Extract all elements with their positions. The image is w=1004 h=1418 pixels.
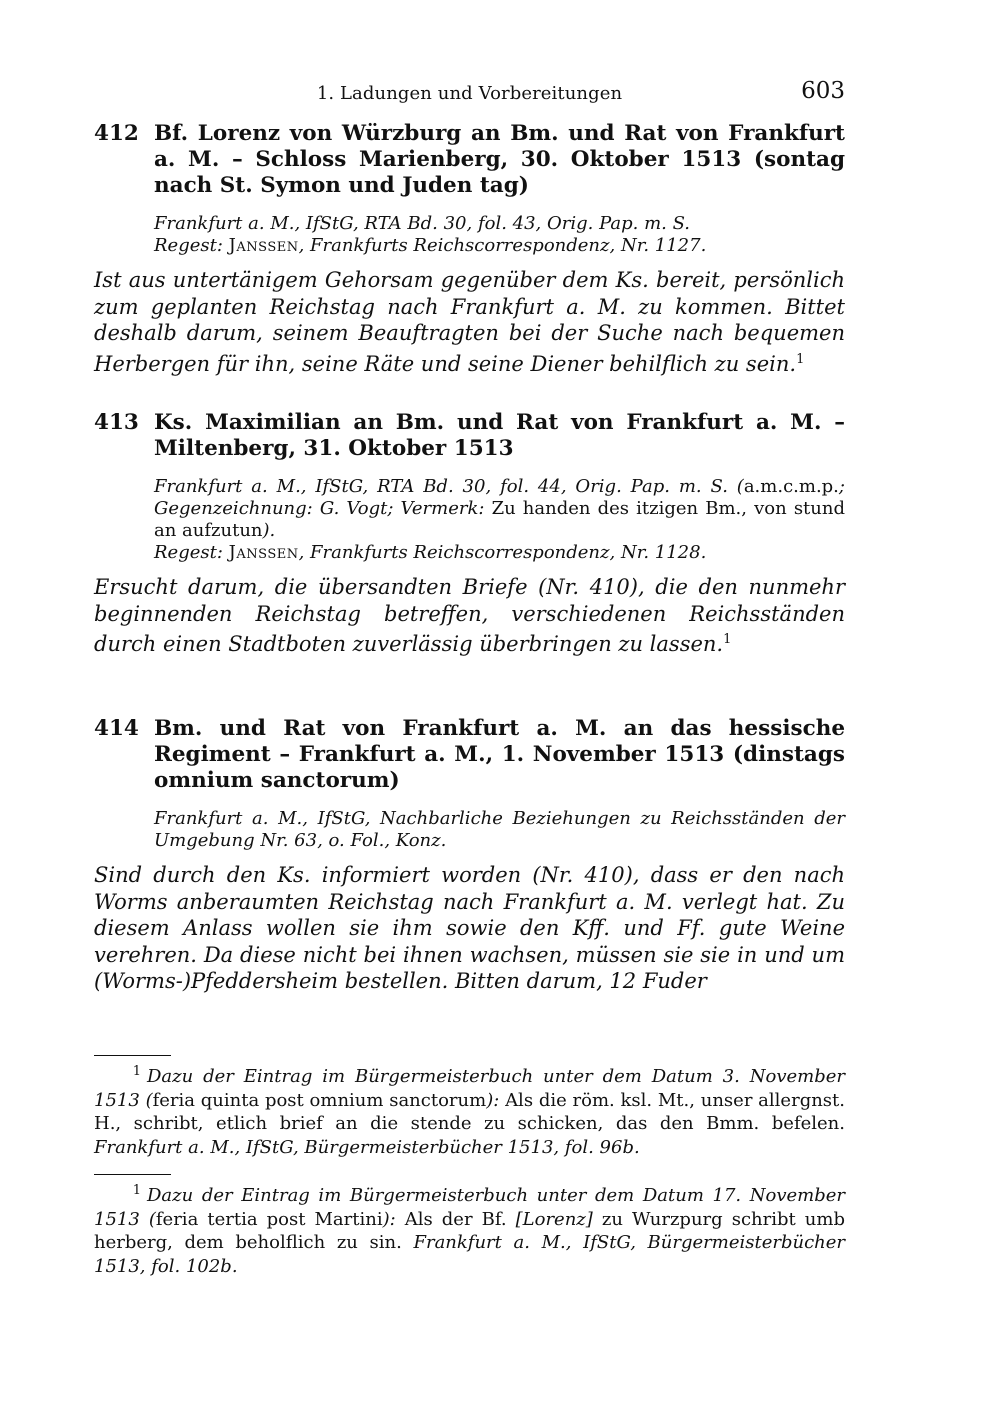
regest-author: Janssen: [228, 542, 299, 563]
footnote-mark: 1: [723, 632, 732, 647]
footnote-quote: Als der Bf.: [404, 1208, 516, 1230]
entry-heading: [94, 121, 845, 199]
archive-source: Frankfurt a. M., IfStG, RTA Bd. 30, fol. 43, Orig. Pap. m. S.: [154, 213, 691, 234]
footnote-part: ):: [486, 1089, 506, 1111]
entry-summary: [94, 862, 845, 995]
regest-label: Regest:: [154, 235, 223, 256]
footnote-mark: 1: [796, 351, 805, 367]
entry-414: [94, 716, 845, 995]
footnote-quote: zu Wurzpurg schribt umb herberg, dem beholflich zu sin.: [94, 1208, 845, 1253]
footnote-412: [94, 1060, 845, 1159]
regest-reference: , Frankfurts Reichscorrespondenz, Nr. 1128.: [298, 542, 707, 563]
entry-title: Bf. Lorenz von Würzburg an Bm. und Rat von Frankfurt a. M. – Schloss Marienberg, 30. Oktober 1513 (sontag nach St. Symon und Juden tag): [154, 121, 845, 198]
source-part: Frankfurt a. M., IfStG, RTA Bd. 30, fol. 44, Orig. Pap. m. S. (: [154, 476, 744, 497]
footnote-part: ):: [382, 1208, 405, 1230]
footnote-part: feria tertia post Martini: [155, 1208, 383, 1230]
page-number: 603: [801, 78, 845, 104]
source-part-upright: a.m.c.m.p.: [743, 476, 839, 497]
regest-reference: , Frankfurts Reichscorrespondenz, Nr. 1127.: [298, 235, 707, 256]
entry-412: [94, 121, 845, 377]
entry-summary: [94, 574, 845, 658]
entry-title: Ks. Maximilian an Bm. und Rat von Frankfurt a. M. – Miltenberg, 31. Oktober 1513: [154, 410, 845, 461]
source-part: ).: [262, 520, 276, 541]
source-block: [154, 808, 845, 852]
footnote-rule: [94, 1174, 171, 1175]
entry-title: Bm. und Rat von Frankfurt a. M. an das hessische Regiment – Frankfurt a. M., 1. November 1513 (dinstags omnium sanctorum): [154, 716, 845, 793]
summary-text: Ist aus untertänigem Gehorsam gegenüber dem Ks. bereit, persönlich zum geplanten Reichstag nach Frankfurt a. M. zu kommen. Bittet deshalb darum, seinem Beauftragten bei der Suche nach bequemen Herbergen für ihn, seine Räte und seine Diener behilflich zu sein.: [94, 268, 845, 376]
footnote-number: [94, 1179, 147, 1208]
source-block: [154, 476, 845, 564]
regest-label: Regest:: [154, 542, 223, 563]
footnote-rule: [94, 1055, 171, 1056]
running-header: 1. Ladungen und Vorbereitungen: [316, 83, 623, 104]
entry-413: [94, 410, 845, 658]
footnote-part: feria quinta post omnium sanctorum: [152, 1089, 487, 1111]
regest-line: [154, 235, 845, 257]
footnote-number: [94, 1060, 147, 1089]
regest-line: [154, 542, 845, 564]
footnote-number-text: 1: [132, 1183, 141, 1198]
footnote-source: Frankfurt a. M., IfStG, Bürgermeisterbücher 1513, fol. 102b.: [94, 1232, 846, 1277]
source-part: ; Gegenzeichnung: G. Vogt; Vermerk:: [154, 476, 845, 519]
summary-text: Sind durch den Ks. informiert worden (Nr. 410), dass er den nach Worms anberaumten Reichstag nach Frankfurt a. M. verlegt hat. Zu diesem Anlass wollen sie ihm sowie den Kff. und Ff. gute Weine verehren. Da diese nicht bei ihnen wachsen, müssen sie sie in und um (Worms-)Pfeddersheim bestellen. Bitten darum, 12 Fuder: [94, 863, 845, 993]
footnote-part: Dazu der Eintrag im Bürgermeisterbuch unter dem Datum 17. November 1513 (: [94, 1185, 845, 1230]
entry-number: 414: [94, 716, 139, 741]
entry-number: 413: [94, 410, 139, 435]
entry-heading: [94, 410, 845, 462]
archive-source: [154, 476, 845, 542]
source-part-upright: Zu handen des itzigen Bm., von stund an aufzutun: [154, 498, 846, 541]
archive-source: Frankfurt a. M., IfStG, Nachbarliche Beziehungen zu Reichsständen der Umgebung Nr. 63, o. Fol., Konz.: [154, 808, 845, 851]
document-page: [94, 0, 845, 1418]
entry-number: 412: [94, 121, 139, 146]
entry-heading: [94, 716, 845, 794]
footnote-number-text: 1: [132, 1064, 141, 1079]
footnote-editorial: [Lorenz]: [515, 1208, 593, 1230]
footnote-413: [94, 1179, 845, 1278]
footnote-source: Frankfurt a. M., IfStG, Bürgermeisterbücher 1513, fol. 96b.: [94, 1136, 640, 1158]
summary-text: Ersucht darum, die übersandten Briefe (Nr. 410), die den nunmehr beginnenden Reichstag betreffen, verschiedenen Reichsständen durch einen Stadtboten zuverlässig überbringen zu lassen.: [94, 575, 845, 656]
footnote-part: Dazu der Eintrag im Bürgermeisterbuch unter dem Datum 3. November 1513 (: [94, 1066, 845, 1111]
footnote-quote: Als die röm. ksl. Mt., unser allergnst. H., schribt, etlich brief an die stende zu schicken, das den Bmm. befelen.: [94, 1089, 845, 1134]
entry-summary: [94, 267, 845, 377]
source-block: [154, 213, 845, 257]
regest-author: Janssen: [228, 235, 299, 256]
